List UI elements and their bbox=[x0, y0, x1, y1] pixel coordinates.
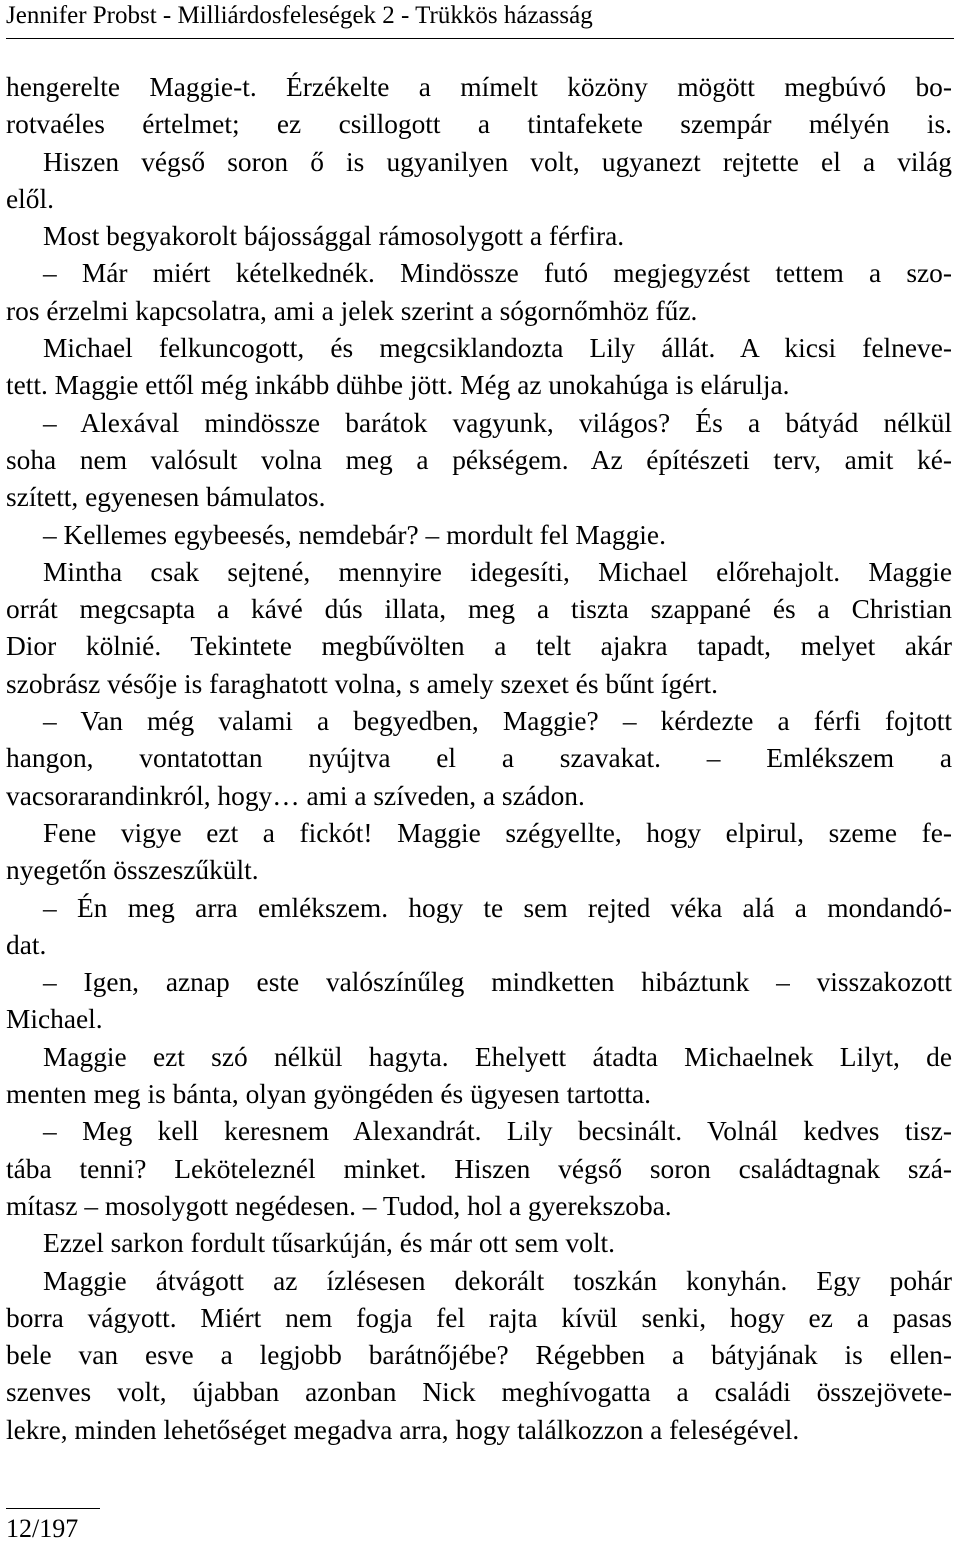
text-line: elől. bbox=[6, 183, 54, 214]
text-line: – Már miért kételkednék. Mindössze futó megjegyzést tettem a szo- bbox=[43, 258, 952, 289]
text-line: Michael felkuncogott, és megcsiklandozta Lily állát. A kicsi felneve- bbox=[43, 333, 952, 364]
text-line: szített, egyenesen bámulatos. bbox=[6, 482, 326, 513]
text-line: Mintha csak sejtené, mennyire idegesíti, Michael előrehajolt. Maggie bbox=[43, 556, 952, 587]
text-line: tába tenni? Leköteleznél minket. Hiszen végső soron családtagnak szá- bbox=[6, 1153, 952, 1184]
text-line: hangon, vontatottan nyújtva el a szavakat. – Emlékszem a bbox=[6, 743, 952, 774]
header-divider bbox=[6, 38, 954, 39]
page-number: 12/197 bbox=[6, 1514, 79, 1543]
text-line: soha nem valósult volna meg a pékségem. Az építészeti terv, amit ké- bbox=[6, 444, 952, 475]
text-line: hengerelte Maggie-t. Érzékelte a mímelt közöny mögött megbúvó bo- bbox=[6, 72, 952, 102]
text-line: – Van még valami a begyedben, Maggie? – kérdezte a férfi fojtott bbox=[43, 706, 952, 737]
running-header: Jennifer Probst - Milliárdosfeleségek 2 - Trükkös házasság bbox=[6, 2, 593, 29]
text-line: Michael. bbox=[6, 1004, 103, 1035]
text-line: dat. bbox=[6, 929, 47, 960]
text-line: szenves volt, újabban azonban Nick meghívogatta a családi összejövete- bbox=[6, 1377, 952, 1408]
text-line: – Igen, aznap este valószínűleg mindketten hibáztunk – visszakozott bbox=[43, 967, 952, 998]
text-line: ros érzelmi kapcsolatra, ami a jelek szerint a sógornőmhöz fűz. bbox=[6, 295, 698, 326]
text-line: – Én meg arra emlékszem. hogy te sem rejted véka alá a mondandó- bbox=[43, 892, 952, 923]
text-line: lekre, minden lehetőséget megadva arra, hogy találkozzon a feleségével. bbox=[6, 1414, 800, 1445]
text-line: tett. Maggie ettől még inkább dühbe jött. Még az unokahúga is elárulja. bbox=[6, 370, 790, 401]
text-line: orrát megcsapta a kávé dús illata, meg a tiszta szappané és a Christian bbox=[6, 594, 952, 625]
page-body bbox=[6, 69, 952, 1449]
footer-divider bbox=[6, 1508, 100, 1509]
text-line: mítasz – mosolygott negédesen. – Tudod, hol a gyerekszoba. bbox=[6, 1190, 672, 1221]
text-line: Most begyakorolt bájossággal rámosolygott a férfira. bbox=[43, 221, 625, 252]
text-line: rotvaéles értelmet; ez csillogott a tintafekete szempár mélyén is. bbox=[6, 109, 952, 140]
text-line: menten meg is bánta, olyan gyöngéden és ügyesen tartotta. bbox=[6, 1079, 652, 1110]
text-line: Maggie ezt szó nélkül hagyta. Ehelyett átadta Michaelnek Lilyt, de bbox=[43, 1041, 952, 1072]
text-line: Dior kölnié. Tekintete megbűvölten a telt ajakra tapadt, melyet akár bbox=[6, 631, 952, 662]
text-line: vacsorarandinkról, hogy… ami a szíveden, a szádon. bbox=[6, 780, 585, 811]
text-line: Hiszen végső soron ő is ugyanilyen volt, ugyanezt rejtette el a világ bbox=[43, 146, 952, 177]
text-line: – Alexával mindössze barátok vagyunk, világos? És a bátyád nélkül bbox=[43, 407, 952, 438]
text-line: szobrász vésője is faraghatott volna, s amely szexet és bűnt ígért. bbox=[6, 668, 718, 699]
text-line: Maggie átvágott az ízlésesen dekorált toszkán konyhán. Egy pohár bbox=[43, 1265, 952, 1296]
text-line: borra vágyott. Miért nem fogja fel rajta kívül senki, hogy ez a pasas bbox=[6, 1302, 952, 1333]
text-line: Fene vigye ezt a fickót! Maggie szégyellte, hogy elpirul, szeme fe- bbox=[43, 817, 952, 848]
text-line: – Kellemes egybeesés, nemdebár? – mordult fel Maggie. bbox=[43, 519, 666, 550]
text-line: Ezzel sarkon fordult tűsarkúján, és már ott sem volt. bbox=[43, 1228, 616, 1259]
text-line: bele van esve a legjobb barátnőjébe? Régebben a bátyjának is ellen- bbox=[6, 1340, 952, 1371]
text-line: – Meg kell keresnem Alexandrát. Lily becsinált. Volnál kedves tisz- bbox=[43, 1116, 952, 1147]
text-line: nyegetőn összeszűkült. bbox=[6, 855, 259, 886]
